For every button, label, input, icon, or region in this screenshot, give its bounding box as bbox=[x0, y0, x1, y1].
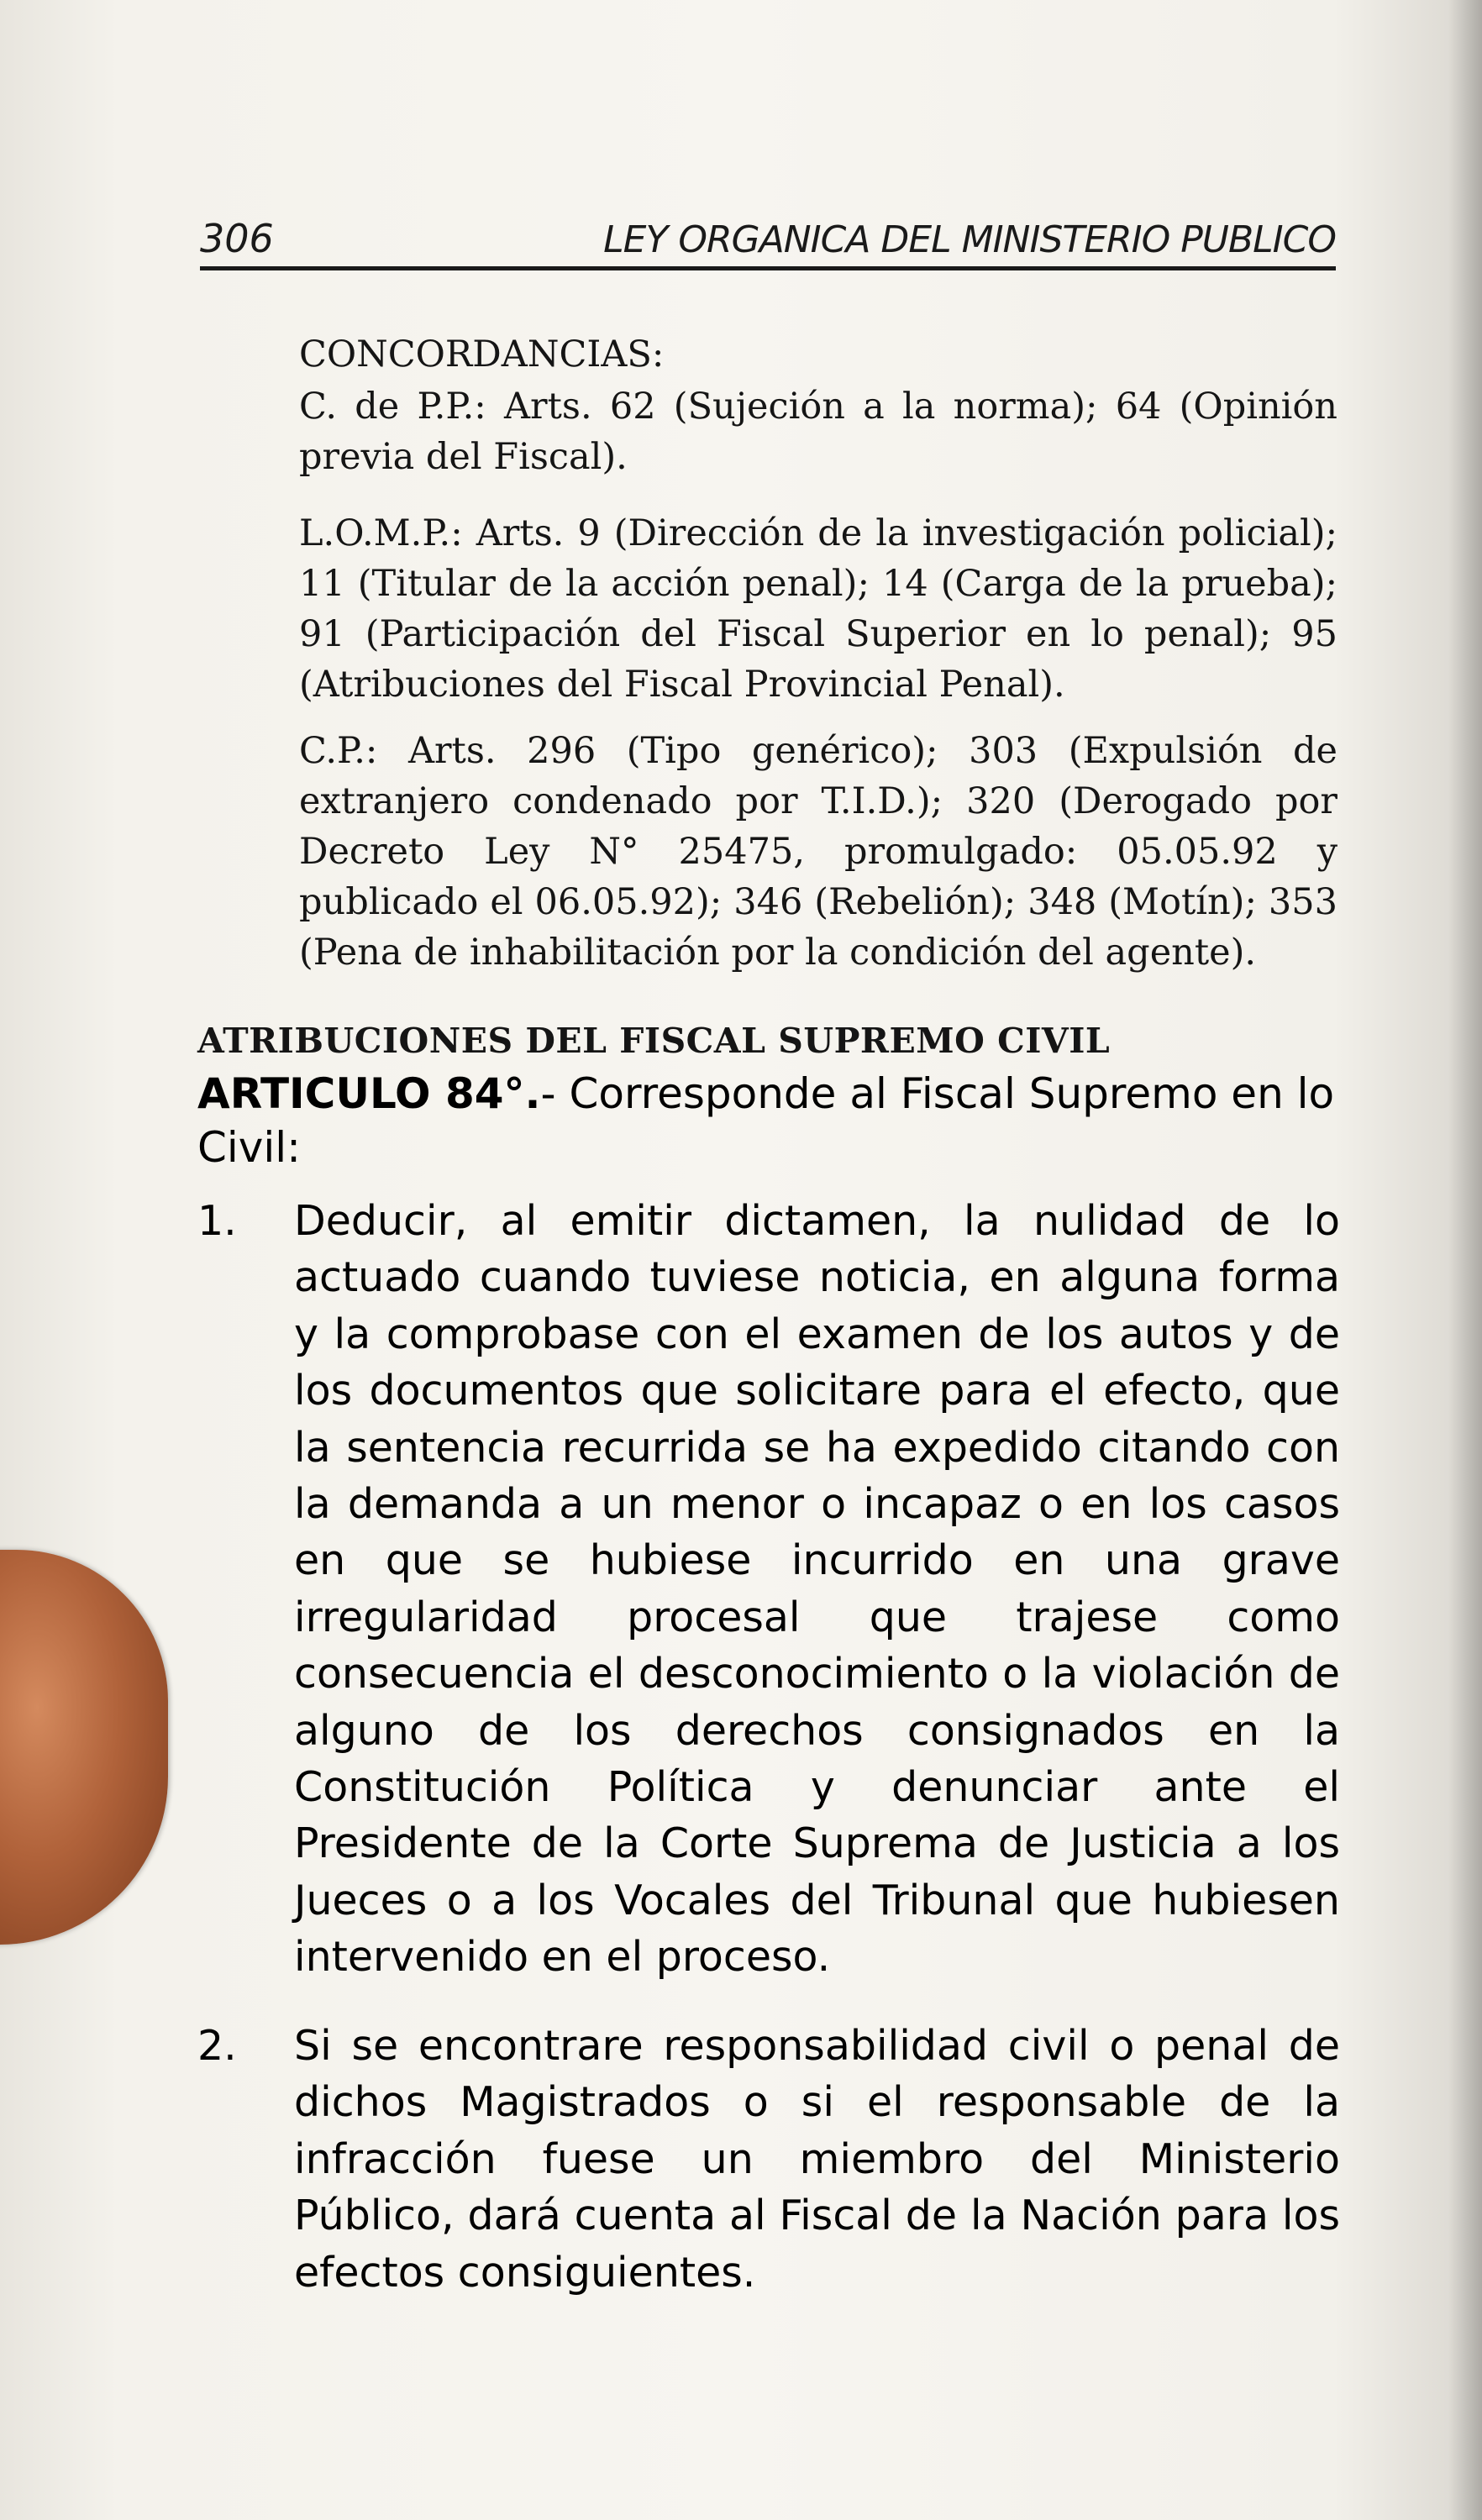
page-edge-shadow bbox=[1448, 0, 1482, 2520]
thumb-photo-occlusion bbox=[0, 1550, 168, 1945]
list-item bbox=[197, 2018, 1340, 2301]
page-header bbox=[200, 206, 1336, 270]
list-item-text: Si se encontrare responsabilidad civil o penal de dichos Magistrados o si el responsable de la infracción fuese un miembro del Ministerio Público, dará cuenta al Fiscal de la Nación para los efectos consiguientes. bbox=[294, 2022, 1340, 2297]
article-heading: ARTICULO 84°. bbox=[197, 1069, 541, 1118]
list-item-text: Deducir, al emitir dictamen, la nulidad de lo actuado cuando tuviese noticia, en alguna forma y la comprobase con el examen de los autos y de los documentos que solicitare para el efecto, que la sentencia recurrida se ha expedido citando con la demanda a un menor o incapaz o en los casos en que se hubiese incurrido en una grave irregularidad procesal que trajese como consecuencia el desconocimiento o la violación de alguno de los derechos consignados en la Constitución Política y denunciar ante el Presidente de la Corte Suprema de Justicia a los Jueces o a los Vocales del Tribunal que hubiesen intervenido en el proceso. bbox=[294, 1197, 1340, 1982]
list-item bbox=[197, 1193, 1340, 1986]
list-item-number: 2. bbox=[197, 2022, 237, 2070]
article-text: - Corresponde al Fiscal Supremo en lo Civil: bbox=[197, 1069, 1335, 1172]
concordancias-heading: CONCORDANCIAS: bbox=[299, 333, 665, 375]
article-paragraph bbox=[197, 1067, 1340, 1174]
list-item-number: 1. bbox=[197, 1197, 237, 1245]
section-title: ATRIBUCIONES DEL FISCAL SUPREMO CIVIL bbox=[197, 1021, 1111, 1061]
page-number: 306 bbox=[200, 216, 274, 261]
concordancia-entry: L.O.M.P.: Arts. 9 (Dirección de la investigación policial); 11 (Titular de la acción penal); 14 (Carga de la prueba); 91 (Participación del Fiscal Superior en lo penal); 95 (Atribuciones del Fiscal Provincial Penal). bbox=[299, 512, 1337, 706]
running-title: LEY ORGANICA DEL MINISTERIO PUBLICO bbox=[603, 218, 1336, 261]
concordancia-entry: C. de P.P.: Arts. 62 (Sujeción a la norma); 64 (Opinión previa del Fiscal). bbox=[299, 386, 1337, 478]
concordancia-entry: C.P.: Arts. 296 (Tipo genérico); 303 (Expulsión de extranjero condenado por T.I.D.); 320 (Derogado por Decreto Ley N° 25475, promulgado: 05.05.92 y publicado el 06.05.92); 346 (Rebelión); 348 (Motín); 353 (Pena de inhabilitación por la condición del agente). bbox=[299, 730, 1337, 974]
